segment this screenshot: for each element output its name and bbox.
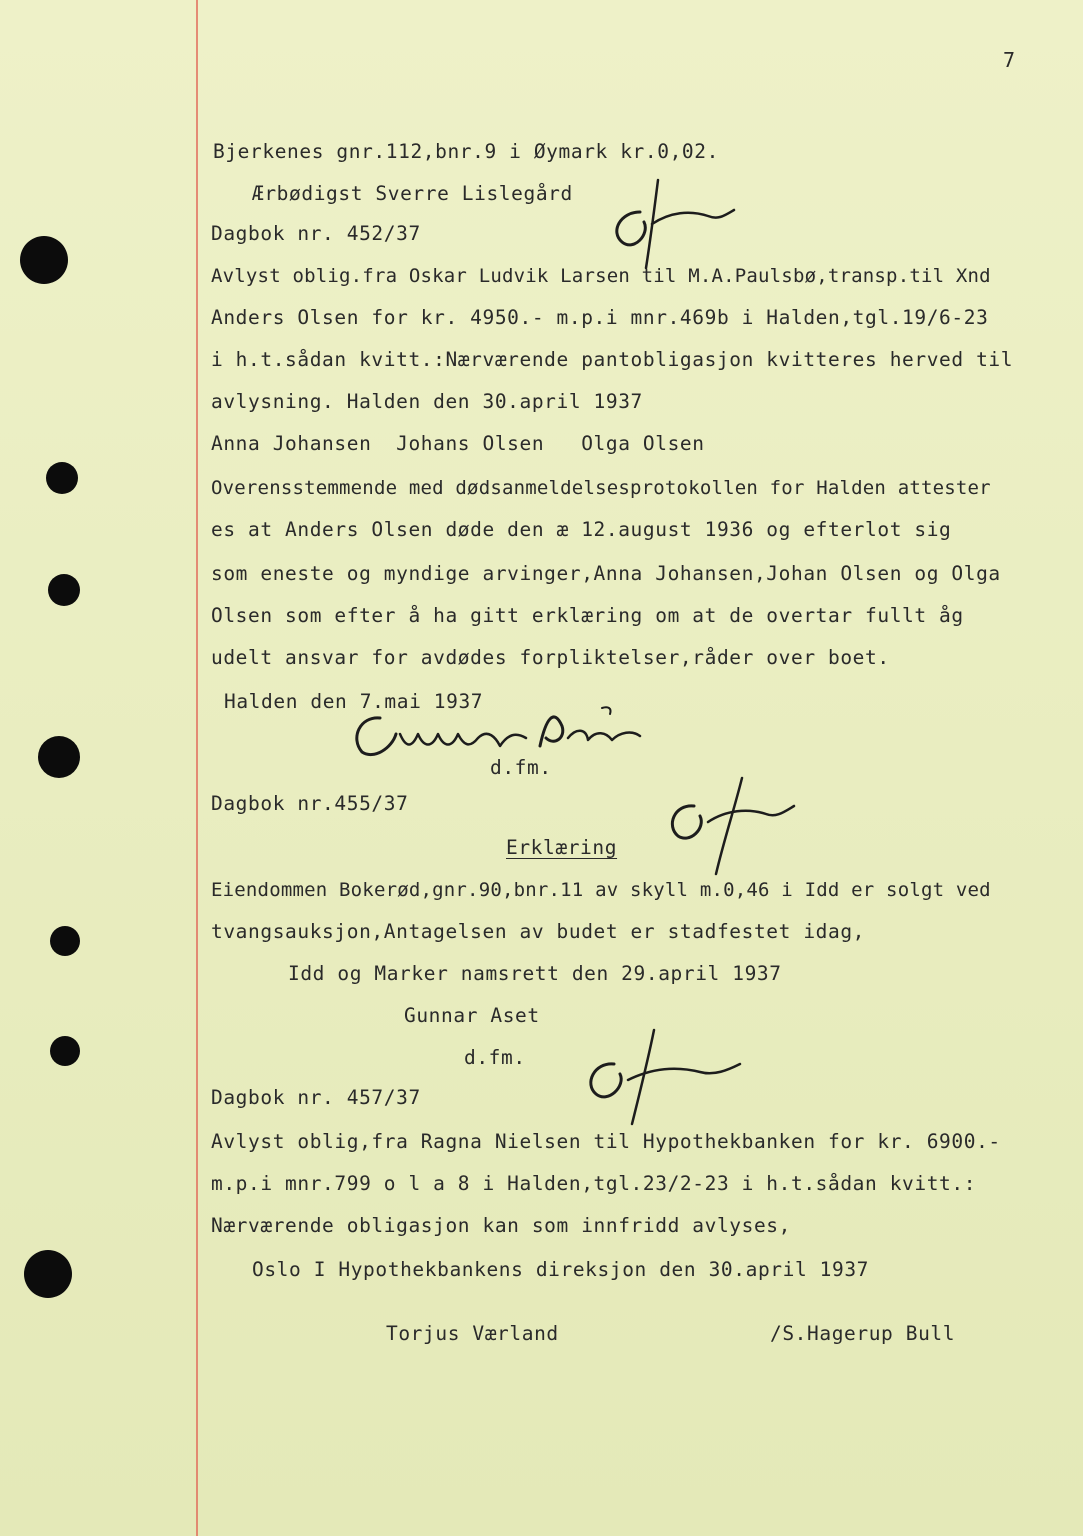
text-line: Olsen som efter å ha gitt erklæring om at de overtar fullt åg [211,604,964,627]
text-line: Gunnar Aset [404,1004,540,1027]
text-line: avlysning. Halden den 30.april 1937 [211,390,643,413]
section-heading: Erklæring [506,836,618,859]
text-line: es at Anders Olsen døde den æ 12.august 1936 og efterlot sig [211,518,952,541]
text-line: tvangsauksjon,Antagelsen av budet er stadfestet idag, [211,920,866,943]
binder-hole [24,1250,72,1298]
text-line: Dagbok nr.455/37 [211,792,409,815]
text-line: Ærbødigst Sverre Lislegård [252,182,573,205]
text-line: Avlyst oblig,fra Ragna Nielsen til Hypothekbanken for kr. 6900.- [211,1130,1001,1153]
text-line: Eiendommen Bokerød,gnr.90,bnr.11 av skyll m.0,46 i Idd er solgt ved [211,879,991,901]
text-line: som eneste og myndige arvinger,Anna Johansen,Johan Olsen og Olga [211,562,1001,585]
handwritten-signature [340,698,670,768]
text-line: Anders Olsen for kr. 4950.- m.p.i mnr.469b i Halden,tgl.19/6-23 [211,306,989,329]
text-line: Dagbok nr. 452/37 [211,222,421,245]
text-line: d.fm. [464,1046,526,1069]
text-line: Idd og Marker namsrett den 29.april 1937 [288,962,782,985]
text-line: Oslo I Hypothekbankens direksjon den 30.april 1937 [252,1258,869,1281]
page-number: 7 [1003,48,1016,72]
text-line: Overensstemmende med dødsanmeldelsesprotokollen for Halden attester [211,477,991,499]
handwritten-initials [572,1020,752,1130]
binder-hole [20,236,68,284]
text-line: d.fm. [490,756,552,779]
binder-hole [48,574,80,606]
text-line: Dagbok nr. 457/37 [211,1086,421,1109]
handwritten-initials [600,172,750,272]
text-line: /S.Hagerup Bull [770,1322,956,1345]
margin-rule [196,0,198,1536]
handwritten-initials [650,770,800,880]
binder-hole [38,736,80,778]
text-line: m.p.i mnr.799 o l a 8 i Halden,tgl.23/2-23 i h.t.sådan kvitt.: [211,1172,977,1195]
text-line: Halden den 7.mai 1937 [224,690,484,713]
text-line: Avlyst oblig.fra Oskar Ludvik Larsen til M.A.Paulsbø,transp.til Xnd [211,265,991,287]
binder-hole [50,1036,80,1066]
text-line: Torjus Værland [386,1322,559,1345]
text-line: Nærværende obligasjon kan som innfridd avlyses, [211,1214,791,1237]
text-line: Anna Johansen Johans Olsen Olga Olsen [211,432,705,455]
text-line: Bjerkenes gnr.112,bnr.9 i Øymark kr.0,02. [213,140,719,163]
text-line: i h.t.sådan kvitt.:Nærværende pantobligasjon kvitteres herved til [211,348,1014,371]
text-line: udelt ansvar for avdødes forpliktelser,råder over boet. [211,646,890,669]
binder-hole [46,462,78,494]
binder-hole [50,926,80,956]
